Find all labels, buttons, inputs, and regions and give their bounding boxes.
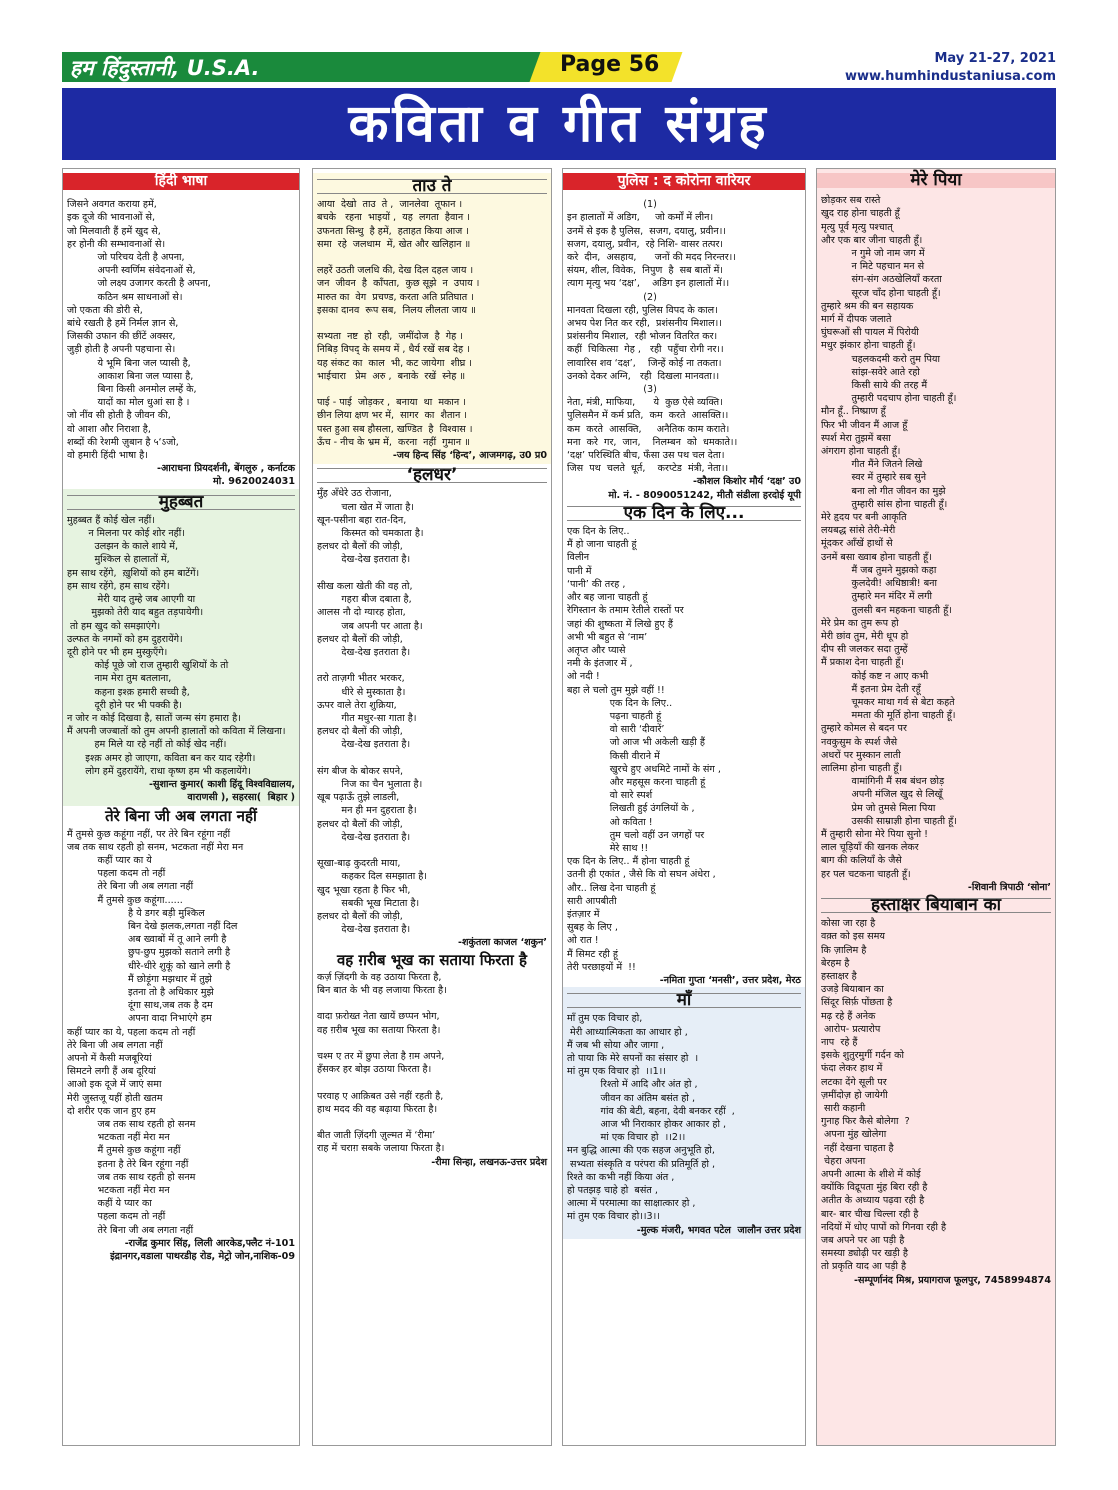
poem-author: -शकुंतला काजल ‘शकुन’ — [458, 937, 547, 949]
brand-name: हम हिंदुस्तानी, U.S.A. — [70, 56, 260, 80]
poem-title: तेरे बिना जी अब लगता नहीं — [105, 807, 257, 826]
poem-author: -राजेंद्र कुमार सिंह, लिली आरकेड,फ्लैट नं-101 इंद्रानगर,वडाला पाथरडीह रोड, मेट्रो जोन,नाशिक-09 — [110, 1237, 295, 1263]
poem-section — [63, 489, 299, 807]
poem-title: मुहब्बत — [67, 495, 295, 510]
poem-author: -आराधना प्रियदर्शनी, बेंगलुरु , कर्नाटक मो. 9620024031 — [157, 463, 295, 488]
poem-title: एक दिन के लिए... — [567, 506, 801, 521]
poem-body: माँ तुम एक विचार हो, मेरी आध्यात्मिकता का आधार हो , मैं जब भी सोया और जागा , तो पाया कि मेरे सपनों का संसार हो । मां तुम एक विचार हो ।।1।। रिश्तो में आदि और अंत हो , जीवन का अंतिम बसंत हो , गांव की बेटी, बहना, देवी बनकर रहीं , आज भी निराकार होकर आकार हो , मां एक विचार हो ।।2।। मन बुद्धि आत्मा की एक सहज अनुभूति हो, सभ्यता संस्कृति व परंपरा की प्रतिमूर्ति हो , रिश्ते का कभी नहीं किया अंत , हो पतझड़ चाहे हो बसंत , आत्मा में परमात्मा का साक्षात्कार हो , मां तुम एक विचार हो।।3।। — [567, 1013, 735, 1223]
column-3 — [562, 168, 806, 1446]
poem-body: आया देखो ताउ ते , जानलेवा तूफान । बचके रहना भाइयों , यह लगता हैवान । उफनता सिन्धु है हमें, हताहत किया आज । समा रहे जलधाम में, खेत और खलिहान ॥ लहरें उठती जलधि की, देख दिल दहल जाय । जन जीवन है काँपता, कुछ सूझे न उपाय । मारुत का वेग प्रचण्ड, करता अति प्रतिघात । इसका दानव रूप सब, निलय लीलता जाय ॥ सभ्यता नष्ट हो रही, जमींदोज है गेह । निबिड़ विपद् के समय में , धैर्य रखें सब देह । यह संकट का काल भी, कट जायेगा शीघ्र । भाईचारा प्रेम अरु , बनाके रखें स्नेह ॥ पाई - पाई जोड़कर , बनाया था मकान । छीन लिया क्षण भर में, सागर का शैतान । पस्त हुआ सब हौसला, खण्डित है विश्वास । ऊँच - नीच के भ्रम में, करना नहीं गुमान ॥ — [317, 199, 480, 448]
poem-title: मेरे पिया — [817, 173, 1055, 188]
poem-body: छोड़कर सब रास्ते खुद राह होना चाहती हूँ मृत्यु पूर्व मृत्यु पश्चात् और एक बार जीना चाहती हूँ। न गुमे जो नाम जग में न मिटे पहचान मन से संग-संग अठखेलियाँ करता सूरज चाँद होना चाहती हूँ। तुम्हारे श्रम की बन सहायक मार्ग में दीपक जलाते घुंघरूओं सी पायल में पिरोयी मधुर झंकार होना चाहती हूँ। चहलकदमी करो तुम पिया सांझ-सवेरे आते रहो किसी साये की तरह मैं तुम्हारी पदचाप होना चाहती हूँ। मौन हूँ.. निष्प्राण हूँ फिर भी जीवन मैं आज हूँ स्पर्श मेरा तुझमें बसा अंगराग होना चाहती हूँ। गीत मैंने जितने लिखे स्वर में तुम्हारे सब सुने बना लो गीत जीवन का मुझे तुम्हारी सांस होना चाहती हूँ। मेरे हृदय पर बनी आकृति लयबद्ध सांसे तेरी-मेरी मूंदकर आँखें हाथों से उनमें बसा ख्वाब होना चाहती हूँ। मैं जब तुमने मुझको कहा कुलदेवी! अधिष्ठात्री! बना तुम्हारे मन मंदिर में लगी तुलसी बन महकना चाहती हूँ। मेरे प्रेम का तुम रूप हो मेरी छांव तुम, मेरी धूप हो दीप सी जलकर सदा तुम्हें मैं प्रकाश देना चाहती हूँ। कोई कष्ट न आए कभी मैं इतना प्रेम देती रहूँ चूमकर माथा गर्व से बेटा कहते ममता की मूर्ति होना चाहती हूँ। तुम्हारे कोमल से बदन पर नवकुसुम के स्पर्श जैसे अधरों पर मुस्कान लाती लालिमा होना चाहती हूँ। वामांगिनी मैं सब बंधन छोड़ अपनी मंजिल खुद से लिखूँ प्रेम जो तुमसे मिला पिया उसकी साम्राज्ञी होना चाहती हूँ। मैं तुम्हारी सोना मेरे पिया सुनो ! लाल चूड़ियाँ की खनक लेकर बाग की कलियाँ के जैसे हर पल चटकना चाहती हूँ। — [821, 195, 957, 880]
poem-body: मैं तुमसे कुछ कहूंगा नहीं, पर तेरे बिन रहूंगा नहीं जब तक साथ रहती हो सनम, भटकता नहीं मेरा मन कहीं प्यार का ये पहला कदम तो नहीं तेरे बिना जी अब लगता नहीं मैं तुमसे कुछ कहूंगा...... है ये डगर बड़ी मुश्किल बिन देखे झलक,लगता नहीं दिल अब ख्वाबों में तू आने लगी है छुप-छुप मुझको सताने लगी है धीरे-धीरे शुकूं को खाने लगी है मैं छोड़ूंगा मझधार में तुझे इतना तो है अधिकार मुझे दूंगा साथ,जब तक है दम अपना वादा निभाएंगे हम कहीं प्यार का ये, पहला कदम तो नहीं तेरे बिना जी अब लगता नहीं अपनो में कैसी मजबूरियां सिमटने लगी हैं अब दूरियां आओ इक दूजे में जाएं समा मेरी जुस्तजू यहीं होती खतम दो शरीर एक जान हुए हम जब तक साथ रहती हो सनम भटकता नहीं मेरा मन मैं तुमसे कुछ कहूंगा नहीं इतना है तेरे बिन रहूंगा नहीं जब तक साथ रहती हो सनम भटकता नहीं मेरा मन कहीं ये प्यार का पहला कदम तो नहीं तेरे बिना जी अब लगता नहीं — [67, 828, 244, 1236]
poem-body: मुहब्बत हैं कोई खेल नहीं। न मिलना पर कोई शोर नहीं। उलझन के काले शाये में, मुश्किल से हालातों में, हम साथ रहेंगे, ख़ुशियों को हम बाटेंगें। हम साथ रहेंगे, हम साथ रहेंगे। मेरी याद तुम्हे जब आएगी या मुझको तेरी याद बहुत तड़पायेगी। तो हम खुद को समझाएंगे। उल्फत के नगमों को हम दुहरायेंगे। दूरी होने पर भी हम मुस्कुएँगे। कोई पूछे जो राज तुम्हारी खुशियों के तो नाम मेरा तुम बतलाना, कहना इश्क़ हमारी सच्ची है, दूरी होने पर भी पक्की है। न जोर न कोई दिखवा है, सातों जन्म संग हमारा है। मैं अपनी जज्बातों को तुम अपनी हालातों को कविता में लिखना। हम मिले या रहे नहीं तो कोई खेद नहीं। इश्क़ अमर हो जाएगा, कविता बन कर याद रहेगी। लोग हमें दुहरायेंगे, राधा कृष्ण हम भी कहलायेंगे। — [67, 514, 286, 777]
poem-body: (1) इन हालातों में अडिग, जो कर्मों में लीन। उनमें से इक है पुलिस, सजग, दयालु, प्रवीन।। सजग, दयालु, प्रवीन, रहे निशि- वासर तत्पर। करे दीन, असहाय, जनों की मदद निरन्तर।। संयम, शील, विवेक, निपुण है सब बातों में। त्याग मृत्यु भय ‘दक्ष’, अडिग इन हालातों में।। (2) मानवता दिखला रही, पुलिस विपद के काल। अभय पेश नित कर रही, प्रशंसनीय मिशाल।। प्रशंसनीय मिशाल, रही भोजन वितरित कर। कहीं चिकित्सा गेह , रही पहुँचा रोगी नर।। लावारिस शव ‘दक्ष’, जिन्हें कोई ना तकता। उनको देकर अग्नि, रही दिखला मानवता।। (3) नेता, मंत्री, माफिया, ये कुछ ऐसे व्यक्ति। पुलिसमैन में कर्म प्रति, कम करते आसक्ति।। कम करते आसक्ति, अनैतिक काम कराते। मना करे गर, जान, निलम्बन को धमकाते।। ‘दक्ष’ परिस्थिति बीच, फँसा उस पथ चल देता। जिस पथ चलते धूर्त, करप्टेड मंत्री, नेता।। — [567, 199, 738, 475]
page-banner: कविता व गीत संग्रह — [62, 88, 1056, 160]
issue-info — [845, 50, 1056, 86]
poem-author: -सम्पूर्णानंद मिश्र, प्रयागराज फूलपुर, 7458994874 — [854, 1274, 1051, 1286]
poem-title: माँ — [567, 993, 801, 1008]
poem-author: -शिवानी त्रिपाठी ‘सोना’ — [967, 881, 1051, 893]
website-url: www.humhindustaniusa.com — [844, 69, 1056, 84]
poem-title: वह ग़रीब भूख का सताया फिरता है — [336, 950, 528, 969]
poem-author: -जय हिन्द सिंह ‘हिन्द’, आजमगढ़, उ0 प्र0 — [392, 450, 547, 462]
poem-title: हिंदी भाषा — [63, 173, 299, 190]
poem-section — [313, 173, 551, 464]
brand-bar — [62, 52, 542, 82]
poem-body: एक दिन के लिए.. मैं हो जाना चाहती हूं विलीन पानी में ‘पानी’ की तरह , और बह जाना चाहती हूं रेगिस्तान के तमाम रेतीले रास्तों पर जहां की शुष्कता में लिखे हुए हैं अभी भी बहुत से ‘नाम’ अतृप्त और प्यासे नमी के इंतजार में , ओ नदी ! बहा ले चलो तुम मुझे वहीं !! एक दिन के लिए.. पढ़ना चाहती हूं वो सारी ‘दीवारें’ जो आज भी अकेली खड़ी हैं किसी वीराने में खुरचे हुए अधमिटे नामों के संग , और महसूस करना चाहती हूं वो सारे स्पर्श लिखती हुई उंगलियों के , ओ कविता ! तुम चलो वहीं उन जगहों पर मेरे साथ !! एक दिन के लिए.. मैं होना चाहती हूं उतनी ही एकांत , जैसे कि वो सघन अंधेरा , और.. लिख देना चाहती हूं सारी आपबीती इंतज़ार में सुबह के लिए , ओ रात ! मैं सिमट रही हूं तेरी परछाइयों में !! — [567, 526, 721, 973]
poem-author: -कौशल किशोर मौर्य ‘दक्ष’ उ0 मो. नं. - 8090051242, मीतौ संडीला हरदोई यूपी — [608, 476, 801, 501]
poem-title: ताउ ते — [317, 179, 547, 194]
poem-author: -रीमा सिन्हा, लखनऊ-उत्तर प्रदेश — [431, 1156, 547, 1168]
poem-title: पुलिस : द कोरोना वारियर — [563, 173, 805, 190]
poem-body: जिसने अवगत कराया हमें, इक दूजे की भावनाओं से, जो मिलवाती हैं हमें खुद से, हर होनी की सम्भावनाओं से। जो परिचय देती है अपना, अपनी स्वर्णिम संवेदनाओं से, जो लक्ष्य उजागर करती है अपना, कठिन श्रम साधनाओं से। जो एकता की डोरी से, बांधे रखती है हमें निर्मल ज्ञान से, जिसकी उफान की छींटें अक्सर, जुड़ी होती है अपनी पहचाना से। ये भूमि बिना जल प्यासी है, आकाश बिना जल प्यासा है, बिना किसी अनमोल लम्हें के, यादों का मोल धुआं सा है । जो नींव सी होती है जीवन की, वो आशा और निराशा है, शब्दों की रेशमी ज़ुबान है ५‘ऽजो, वो हमारी हिंदी भाषा है। — [67, 199, 211, 462]
poem-title: ‘हलधर’ — [317, 468, 547, 483]
poem-author: -सुशान्त कुमार( काशी हिंदू विश्वविद्यालय, वाराणसी ), सहरसा( बिहार ) — [149, 778, 295, 804]
poem-author: -नमिता गुप्ता ‘मनसी’, उत्तर प्रदेश, मेरठ — [659, 974, 801, 986]
page-number: Page 56 — [560, 52, 660, 77]
column-1 — [62, 168, 300, 1446]
poem-section — [563, 987, 805, 1239]
poem-author: -मुल्क मंजरी, भगवत पटेल जालौन उत्तर प्रदेश — [636, 1224, 801, 1236]
column-4 — [816, 168, 1056, 1446]
poem-body: कर्ज़ ज़िंदगी के वह उठाया फिरता है, बिन बात के भी वह लजाया फिरता है। वादा फ़रोख्त नेता खायें छप्पन भोग, वह ग़रीब भूख का सताया फिरता है। चश्म ए तर में छुपा लेता है ग़म अपने, हँसकर हर बोझ उठाया फिरता है। परवाह ए आक़िबत उसे नहीं रहती है, हाथ मदद की वह बढ़ाया फिरता है। बीत जाती ज़िंदगी ज़ुल्मत में ‘रीमा’ राह में चराग़ सबके जलाया फिरता है। — [317, 971, 447, 1155]
poem-title: हस्ताक्षर बियाबान का — [821, 898, 1051, 913]
poem-body: मुँह अँधेरे उठ रोजाना, चला खेत में जाता है। खून-पसीना बहा रात-दिन, किस्मत को चमकाता है। हलधर दो बैलों की जोड़ी, देख-देख इतराता है। सीख कला खेती की वह तो, गहरा बीज दबाता है, आलस नौ दो ग्यारह होता, जब अपनी पर आता है। हलधर दो बैलों की जोड़ी, देख-देख इतराता है। तरो ताज़गी भीतर भरकर, धीरे से मुस्काता है। ऊपर वाले तेरा शुक्रिया, गीत मधुर-सा गाता है। हलधर दो बैलों की जोड़ी, देख-देख इतराता है। संग बीज के बोकर सपने, निज का चैन भुलाता है। खूब पढ़ाऊँ तुझे लाडली, मन ही मन दुहराता है। हलधर दो बैलों की जोड़ी, देख-देख इतराता है। सूखा-बाढ़ कुदरती माया, कहकर दिल समझाता है। खुद भूखा रहता है फिर भी, सबकी भूख मिटाता है। हलधर दो बैलों की जोड़ी, देख-देख इतराता है। — [317, 488, 428, 936]
column-2 — [312, 168, 552, 1446]
poem-body: कोसा जा रहा है वक़्त को इस समय कि ज़ालिम है बेरहम है हस्ताक्षर है उजड़े बियाबान का सिंदूर सिर्फ़ पोंछता है मढ़ रहे हैं अनेक आरोप- प्रत्यारोप नाप रहे हैं इसके शुतुरमुर्गी गर्दन को फंदा लेकर हाथ में लटका देंगे सूली पर ज़मींदोज़ हो जायेगी सारी कहानी गुनाह फिर कैसे बोलेगा ? अपना मुंह खोलेगा नहीं देखना चाहता है चेहरा अपना अपनी आत्मा के शीशे में कोई क्योंकि विद्रूपता मुंह बिरा रही है अतीत के अध्याय पढ़वा रही है बार- बार चीख चिल्ला रही है नदियों में धोए पापों को गिनवा रही है जब अपने पर आ पड़ी है समस्या ड्योढ़ी पर खड़ी है तो प्रकृति याद आ पड़ी है — [821, 918, 947, 1273]
issue-date: May 21-27, 2021 — [934, 51, 1056, 66]
